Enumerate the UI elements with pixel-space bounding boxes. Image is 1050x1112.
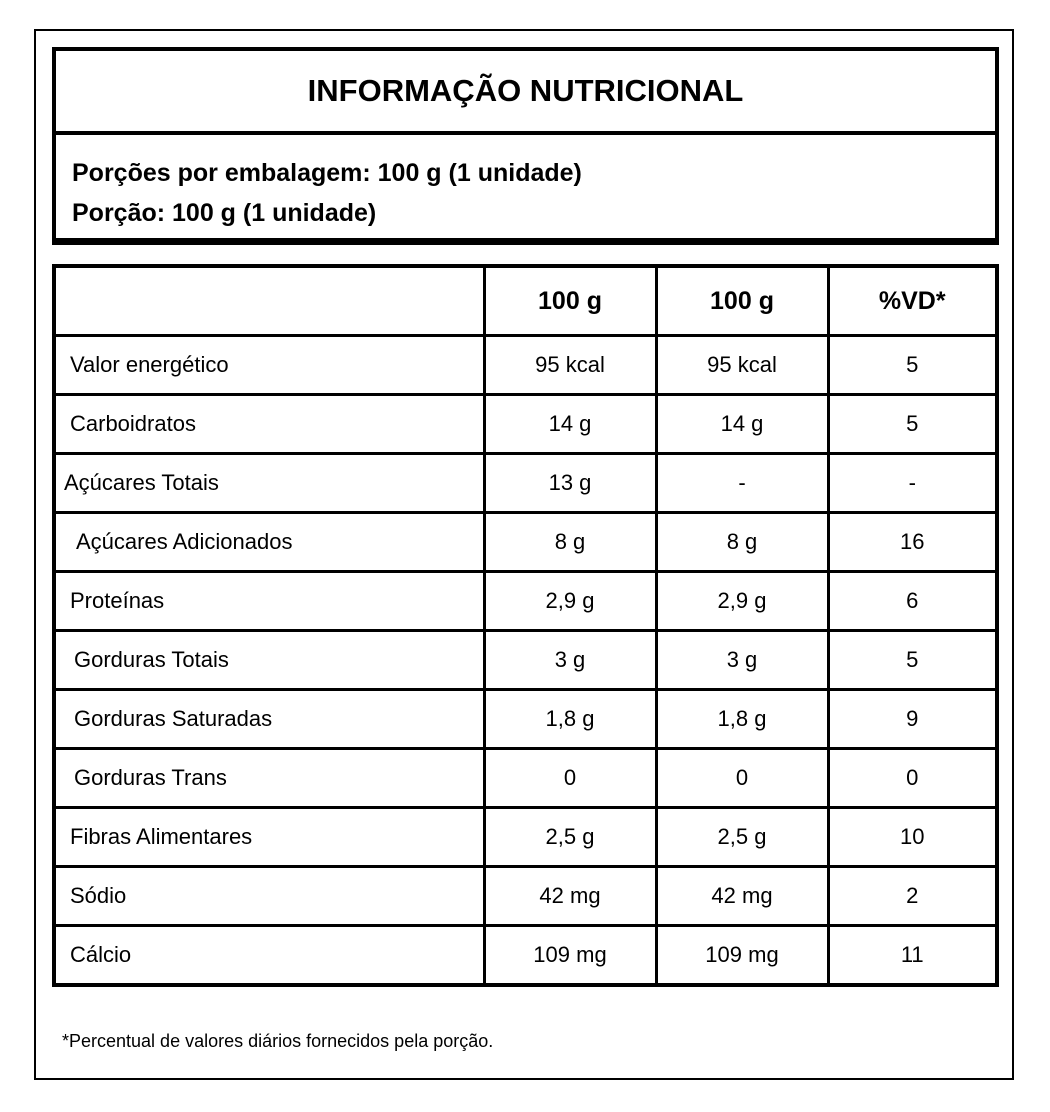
- amount-2-cell: 2,5 g: [656, 808, 828, 867]
- amount-2-cell: 8 g: [656, 513, 828, 572]
- vd-cell: 11: [828, 926, 997, 986]
- amount-2-cell: 42 mg: [656, 867, 828, 926]
- amount-1-cell: 95 kcal: [484, 336, 656, 395]
- amount-1-cell: 0: [484, 749, 656, 808]
- amount-1-cell: 1,8 g: [484, 690, 656, 749]
- table-row: [54, 926, 997, 986]
- nutrient-name: Valor energético: [54, 336, 484, 395]
- column-header-amount-1: 100 g: [484, 266, 656, 336]
- nutrition-header: [52, 47, 999, 245]
- nutrient-name: Açúcares Totais: [54, 454, 484, 513]
- vd-cell: -: [828, 454, 997, 513]
- amount-1-cell: 8 g: [484, 513, 656, 572]
- amount-2-cell: 109 mg: [656, 926, 828, 986]
- amount-2-cell: 14 g: [656, 395, 828, 454]
- amount-1-cell: 2,5 g: [484, 808, 656, 867]
- amount-1-cell: 13 g: [484, 454, 656, 513]
- nutrient-name: Açúcares Adicionados: [54, 513, 484, 572]
- amount-2-cell: 1,8 g: [656, 690, 828, 749]
- nutrition-table: [52, 264, 999, 987]
- table-row: [54, 395, 997, 454]
- amount-1-cell: 2,9 g: [484, 572, 656, 631]
- amount-2-cell: 2,9 g: [656, 572, 828, 631]
- vd-cell: 2: [828, 867, 997, 926]
- nutrient-name: Gorduras Totais: [54, 631, 484, 690]
- label-title: INFORMAÇÃO NUTRICIONAL: [56, 51, 995, 135]
- footnote: *Percentual de valores diários fornecidos pela porção.: [62, 1031, 494, 1051]
- amount-1-cell: 42 mg: [484, 867, 656, 926]
- table-header-row: [54, 266, 997, 336]
- nutrient-name: Cálcio: [54, 926, 484, 986]
- nutrient-name: Fibras Alimentares: [54, 808, 484, 867]
- portion-info: [56, 135, 995, 233]
- portion-size: Porção: 100 g (1 unidade): [72, 199, 377, 227]
- vd-cell: 9: [828, 690, 997, 749]
- column-header-nutrient: [54, 266, 484, 336]
- table-row: [54, 572, 997, 631]
- portions-per-package: Porções por embalagem: 100 g (1 unidade): [72, 159, 582, 187]
- table-row: [54, 336, 997, 395]
- vd-cell: 0: [828, 749, 997, 808]
- vd-cell: 5: [828, 631, 997, 690]
- vd-cell: 5: [828, 336, 997, 395]
- amount-2-cell: 0: [656, 749, 828, 808]
- amount-2-cell: 95 kcal: [656, 336, 828, 395]
- column-header-vd: %VD*: [828, 266, 997, 336]
- nutrient-name: Gorduras Trans: [54, 749, 484, 808]
- vd-cell: 10: [828, 808, 997, 867]
- table-row: [54, 749, 997, 808]
- vd-cell: 16: [828, 513, 997, 572]
- nutrient-name: Carboidratos: [54, 395, 484, 454]
- amount-1-cell: 14 g: [484, 395, 656, 454]
- table-row: [54, 808, 997, 867]
- amount-1-cell: 109 mg: [484, 926, 656, 986]
- nutrient-name: Sódio: [54, 867, 484, 926]
- table-row: [54, 867, 997, 926]
- amount-1-cell: 3 g: [484, 631, 656, 690]
- vd-cell: 6: [828, 572, 997, 631]
- column-header-amount-2: 100 g: [656, 266, 828, 336]
- table-row: [54, 631, 997, 690]
- amount-2-cell: 3 g: [656, 631, 828, 690]
- vd-cell: 5: [828, 395, 997, 454]
- amount-2-cell: -: [656, 454, 828, 513]
- table-row: [54, 690, 997, 749]
- nutrient-name: Proteínas: [54, 572, 484, 631]
- table-row: [54, 513, 997, 572]
- table-row: [54, 454, 997, 513]
- nutrient-name: Gorduras Saturadas: [54, 690, 484, 749]
